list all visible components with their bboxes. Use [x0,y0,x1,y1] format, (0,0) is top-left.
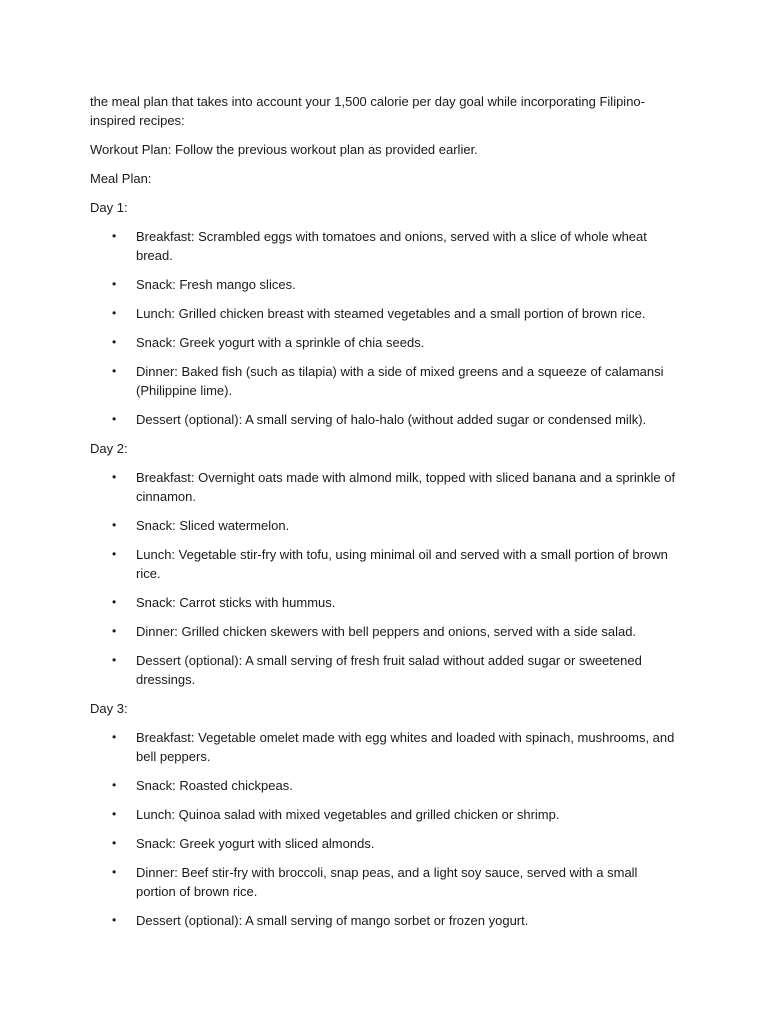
meal-text: Dinner: Baked fish (such as tilapia) with a side of mixed greens and a squeeze of calamansi (Philippine lime). [136,364,664,398]
bullet-icon: • [112,778,117,792]
meal-text: Lunch: Quinoa salad with mixed vegetables and grilled chicken or shrimp. [136,807,560,822]
day-section [90,198,680,429]
meal-text: Dessert (optional): A small serving of mango sorbet or frozen yogurt. [136,913,529,928]
list-item [90,410,680,429]
day-label: Day 3: [90,701,128,716]
meal-text: Dinner: Grilled chicken skewers with bell peppers and onions, served with a side salad. [136,624,637,639]
meal-list [90,728,680,930]
bullet-icon: • [112,547,117,561]
day-label: Day 2: [90,441,128,456]
bullet-icon: • [112,470,117,484]
meal-list [90,227,680,429]
bullet-icon: • [112,518,117,532]
bullet-icon: • [112,364,117,378]
list-item [90,728,680,766]
bullet-icon: • [112,865,117,879]
meal-text: Dinner: Beef stir-fry with broccoli, snap peas, and a light soy sauce, served with a small portion of brown rice. [136,865,638,899]
bullet-icon: • [112,913,117,927]
list-item [90,333,680,352]
workout-plan-paragraph: Workout Plan: Follow the previous workout plan as provided earlier. [90,142,478,157]
list-item [90,362,680,400]
bullet-icon: • [112,229,117,243]
bullet-icon: • [112,595,117,609]
list-item [90,227,680,265]
bullet-icon: • [112,306,117,320]
meal-text: Snack: Sliced watermelon. [136,518,290,533]
meal-text: Breakfast: Vegetable omelet made with egg whites and loaded with spinach, mushrooms, and bell peppers. [136,730,675,764]
meal-plan-heading: Meal Plan: [90,171,152,186]
meal-text: Dessert (optional): A small serving of fresh fruit salad without added sugar or sweetened dressings. [136,653,642,687]
bullet-icon: • [112,730,117,744]
bullet-icon: • [112,836,117,850]
meal-text: Snack: Greek yogurt with sliced almonds. [136,836,375,851]
meal-text: Snack: Carrot sticks with hummus. [136,595,336,610]
list-item [90,468,680,506]
meal-text: Lunch: Vegetable stir-fry with tofu, using minimal oil and served with a small portion of brown rice. [136,547,668,581]
day-label: Day 1: [90,200,128,215]
list-item [90,776,680,795]
bullet-icon: • [112,277,117,291]
meal-text: Snack: Roasted chickpeas. [136,778,293,793]
meal-text: Dessert (optional): A small serving of halo-halo (without added sugar or condensed milk). [136,412,647,427]
list-item [90,863,680,901]
list-item [90,516,680,535]
bullet-icon: • [112,412,117,426]
meal-text: Snack: Greek yogurt with a sprinkle of chia seeds. [136,335,425,350]
meal-text: Snack: Fresh mango slices. [136,277,296,292]
day-section [90,699,680,930]
meal-text: Breakfast: Overnight oats made with almond milk, topped with sliced banana and a sprinkle of cinnamon. [136,470,676,504]
day-section [90,439,680,689]
bullet-icon: • [112,653,117,667]
list-item [90,304,680,323]
list-item [90,545,680,583]
list-item [90,805,680,824]
bullet-icon: • [112,624,117,638]
list-item [90,834,680,853]
list-item [90,651,680,689]
meal-text: Lunch: Grilled chicken breast with steamed vegetables and a small portion of brown rice. [136,306,646,321]
bullet-icon: • [112,335,117,349]
intro-paragraph: the meal plan that takes into account your 1,500 calorie per day goal while incorporating Filipino-inspired recipes: [90,94,645,128]
meal-text: Breakfast: Scrambled eggs with tomatoes and onions, served with a slice of whole wheat bread. [136,229,647,263]
list-item [90,622,680,641]
bullet-icon: • [112,807,117,821]
document-page [90,92,680,940]
meal-list [90,468,680,689]
list-item [90,275,680,294]
list-item [90,593,680,612]
list-item [90,911,680,930]
